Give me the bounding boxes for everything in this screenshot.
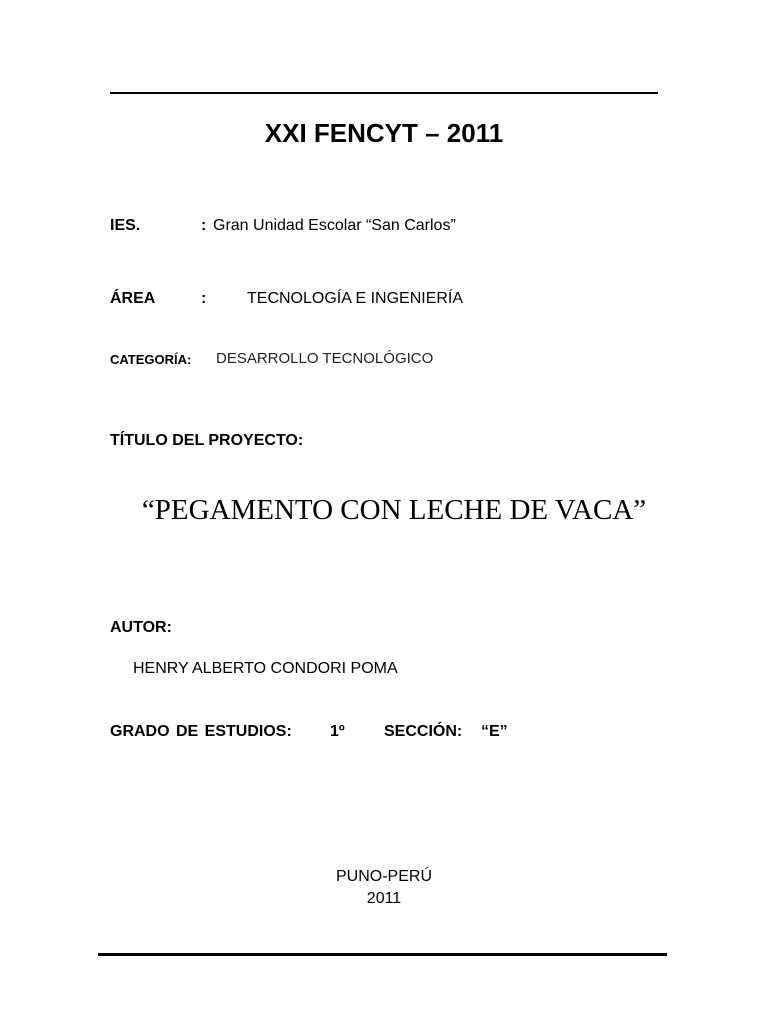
project-title: “PEGAMENTO CON LECHE DE VACA” <box>141 494 647 526</box>
area-colon: : <box>201 290 207 307</box>
author-name: HENRY ALBERTO CONDORI POMA <box>133 660 398 677</box>
document-title: XXI FENCYT – 2011 <box>264 118 504 148</box>
area-label: ÁREA <box>110 290 156 307</box>
project-title-label: TÍTULO DEL PROYECTO: <box>110 432 304 449</box>
top-divider <box>110 92 658 94</box>
year: 2011 <box>366 890 402 907</box>
area-value: TECNOLOGÍA E INGENIERÍA <box>247 290 464 307</box>
categoria-label: CATEGORÍA: <box>110 352 192 367</box>
place: PUNO-PERÚ <box>335 868 432 885</box>
ies-value: Gran Unidad Escolar “San Carlos” <box>213 217 456 234</box>
section-label: SECCIÓN: <box>384 723 463 740</box>
ies-label: IES. <box>110 217 141 234</box>
section-value: “E” <box>481 723 508 740</box>
grade-label: GRADO DE ESTUDIOS: <box>110 723 292 740</box>
bottom-divider <box>98 953 667 956</box>
ies-colon: : <box>201 217 207 234</box>
grade-value: 1º <box>330 723 345 740</box>
author-label: AUTOR: <box>110 619 172 636</box>
categoria-value: DESARROLLO TECNOLÓGICO <box>216 350 434 367</box>
